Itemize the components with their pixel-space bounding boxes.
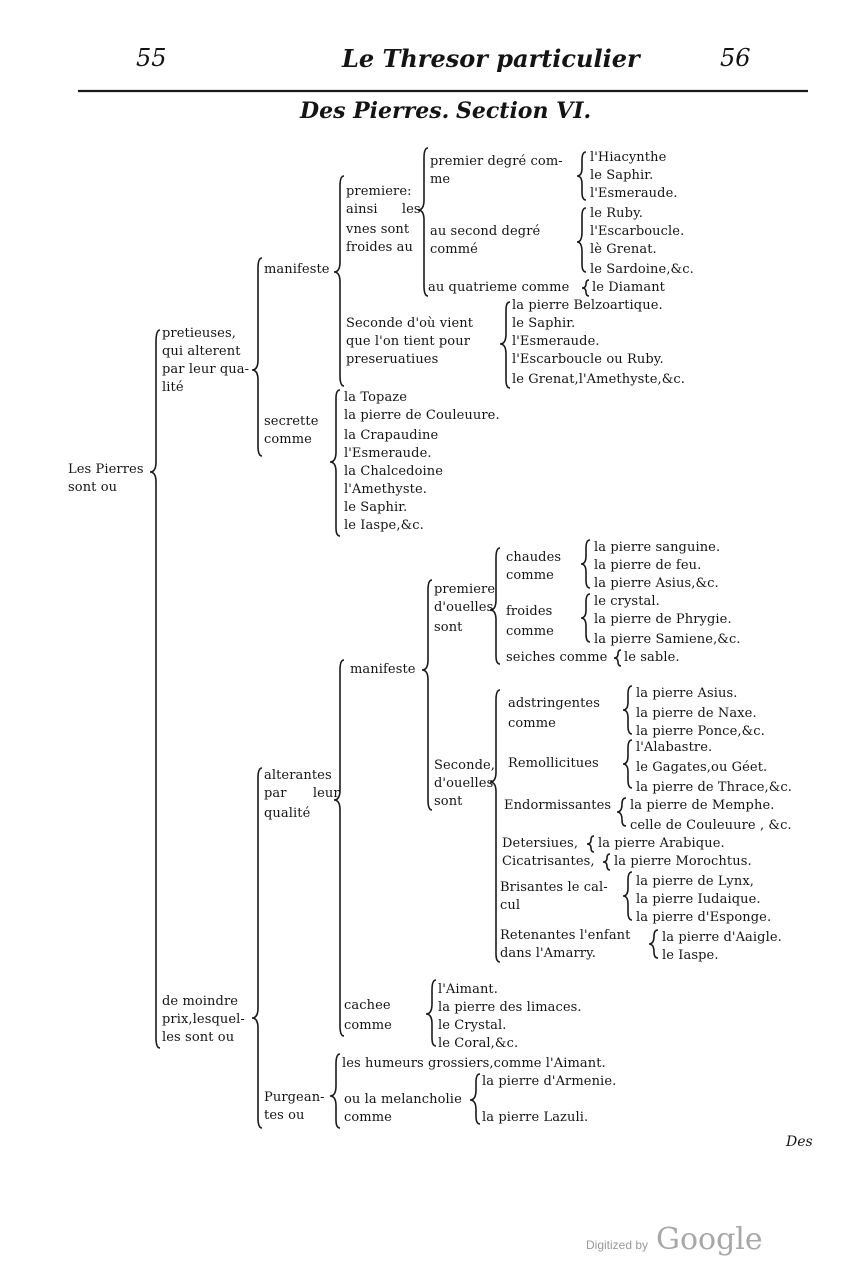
secrette-item-3: la Crapaudine (344, 428, 439, 443)
adstringentes-item-1: la pierre Asius. (636, 686, 738, 701)
seconde1-item-1: la pierre Belzoartique. (512, 298, 663, 313)
seiches-label: seiches comme (506, 650, 608, 665)
seconde1-line-2: que l'on tient pour (346, 334, 471, 349)
brisantes-item-2: la pierre Iudaique. (636, 892, 761, 907)
cachee-line-1: cachee (344, 998, 391, 1013)
melancholie-line-2: comme (344, 1110, 392, 1125)
secrette-item-7: le Saphir. (344, 500, 408, 515)
retenantes-line-1: Retenantes l'enfant (500, 928, 631, 943)
brisantes-item-3: la pierre d'Esponge. (636, 910, 772, 925)
cachee-item-4: le Coral,&c. (438, 1036, 519, 1051)
remollicities-item-1: l'Alabastre. (636, 740, 713, 755)
catchword: Des (786, 1134, 813, 1150)
detersiues-item: la pierre Arabique. (598, 836, 725, 851)
seconde1-line-1: Seconde d'où vient (346, 316, 474, 331)
froides-line-2: comme (506, 624, 554, 639)
manifeste-1: manifeste (264, 262, 330, 277)
moindre-line-3: les sont ou (162, 1030, 235, 1045)
section-number: Section VI. (456, 98, 592, 124)
endormissantes-label: Endormissantes (504, 798, 612, 813)
root-label-2: sont ou (68, 480, 118, 495)
endormissantes-item-1: la pierre de Memphe. (630, 798, 775, 813)
precieuses-line-2: qui alterent (162, 344, 241, 359)
secrette-item-8: le Iaspe,&c. (344, 518, 424, 533)
remollicities-item-2: le Gagates,ou Géet. (636, 760, 768, 775)
premier-degre-line-2: me (430, 172, 451, 187)
secrette-item-2: la pierre de Couleuure. (344, 408, 500, 423)
seiches-item: le sable. (624, 650, 680, 665)
cachee-item-2: la pierre des limaces. (438, 1000, 582, 1015)
second-degre-item-3: lè Grenat. (590, 242, 657, 257)
seconde1-item-3: l'Esmeraude. (512, 334, 600, 349)
root-label-1: Les Pierres (68, 462, 144, 477)
seconde1-item-4: l'Escarboucle ou Ruby. (512, 352, 664, 367)
seconde2-line-1: Seconde, (434, 758, 496, 773)
adstringentes-item-3: la pierre Ponce,&c. (636, 724, 765, 739)
endormissantes-item-2: celle de Couleuure , &c. (630, 818, 792, 833)
page-number-left: 55 (136, 44, 167, 72)
seconde2-line-2: d'ouelles (434, 776, 494, 791)
alterantes-line-2: par leur (264, 786, 340, 801)
chaudes-line-2: comme (506, 568, 554, 583)
froides-item-1: le crystal. (594, 594, 660, 609)
melancholie-item-1: la pierre d'Armenie. (482, 1074, 617, 1089)
chaudes-item-3: la pierre Asius,&c. (594, 576, 719, 591)
purgeantes-line-2: tes ou (264, 1108, 305, 1123)
quatrieme-label: au quatrieme comme (428, 280, 570, 295)
manifeste-2: manifeste (350, 662, 416, 677)
brisantes-line-2: cul (500, 898, 521, 913)
premier-degre-item-1: l'Hiacynthe (590, 150, 667, 165)
froides-item-3: la pierre Samiene,&c. (594, 632, 741, 647)
retenantes-line-2: dans l'Amarry. (500, 946, 597, 961)
second-degre-item-1: le Ruby. (590, 206, 644, 221)
cachee-item-1: l'Aimant. (438, 982, 498, 997)
second-degre-item-4: le Sardoine,&c. (590, 262, 694, 277)
retenantes-item-1: la pierre d'Aaigle. (662, 930, 782, 945)
secrette-item-4: l'Esmeraude. (344, 446, 432, 461)
second-degre-item-2: l'Escarboucle. (590, 224, 685, 239)
chaudes-line-1: chaudes (506, 550, 562, 565)
alterantes-line-1: alterantes (264, 768, 332, 783)
secrette-item-6: l'Amethyste. (344, 482, 428, 497)
melancholie-item-2: la pierre Lazuli. (482, 1110, 589, 1125)
watermark-brand: Google (656, 1222, 763, 1257)
second-degre-line-2: commé (430, 242, 478, 257)
premiere1-line-1: premiere: (346, 184, 412, 199)
precieuses-line-1: pretieuses, (162, 326, 236, 341)
seconde1-item-2: le Saphir. (512, 316, 576, 331)
moindre-line-1: de moindre (162, 994, 239, 1009)
watermark-prefix: Digitized by (586, 1238, 649, 1252)
premiere2-line-2: d'ouelles (434, 600, 494, 615)
secrette-line-1: secrette (264, 414, 319, 429)
secrette-item-5: la Chalcedoine (344, 464, 444, 479)
melancholie-line-1: ou la melancholie (344, 1092, 462, 1107)
section-title: Des Pierres. (300, 98, 450, 124)
precieuses-line-3: par leur qua- (162, 362, 250, 377)
premiere2-line-3: sont (434, 620, 463, 635)
secrette-line-2: comme (264, 432, 312, 447)
adstringentes-line-2: comme (508, 716, 556, 731)
cachee-line-2: comme (344, 1018, 392, 1033)
premiere1-line-3: vnes sont (346, 222, 410, 237)
chaudes-item-2: la pierre de feu. (594, 558, 702, 573)
moindre-line-2: prix,lesquel- (162, 1012, 245, 1027)
froides-item-2: la pierre de Phrygie. (594, 612, 732, 627)
humeurs-line: les humeurs grossiers,comme l'Aimant. (342, 1056, 606, 1071)
secrette-item-1: la Topaze (344, 390, 408, 405)
precieuses-line-4: lité (162, 380, 184, 395)
detersiues-label: Detersiues, (502, 836, 579, 851)
premiere1-line-2: ainsi les (346, 202, 421, 217)
second-degre-line-1: au second degré (430, 224, 541, 239)
premier-degre-line-1: premier degré com- (430, 154, 563, 169)
seconde1-line-3: preseruatiues (346, 352, 439, 367)
premier-degre-item-3: l'Esmeraude. (590, 186, 678, 201)
retenantes-item-2: le Iaspe. (662, 948, 719, 963)
premiere1-line-4: froides au (346, 240, 413, 255)
page-number-right: 56 (720, 44, 751, 72)
running-title: Le Thresor particulier (342, 44, 640, 73)
adstringentes-line-1: adstringentes (508, 696, 600, 711)
remollicities-label: Remollicitues (508, 756, 599, 771)
brisantes-item-1: la pierre de Lynx, (636, 874, 755, 889)
chaudes-item-1: la pierre sanguine. (594, 540, 721, 555)
cachee-item-3: le Crystal. (438, 1018, 507, 1033)
cicatrisantes-label: Cicatrisantes, (502, 854, 595, 869)
alterantes-line-3: qualité (264, 806, 311, 821)
adstringentes-item-2: la pierre de Naxe. (636, 706, 757, 721)
remollicities-item-3: la pierre de Thrace,&c. (636, 780, 793, 795)
premiere2-line-1: premiere (434, 582, 496, 597)
purgeantes-line-1: Purgean- (264, 1090, 325, 1105)
froides-line-1: froides (506, 604, 553, 619)
seconde2-line-3: sont (434, 794, 463, 809)
quatrieme-item: le Diamant (592, 280, 665, 295)
cicatrisantes-item: la pierre Morochtus. (614, 854, 752, 869)
premier-degre-item-2: le Saphir. (590, 168, 654, 183)
seconde1-item-5: le Grenat,l'Amethyste,&c. (512, 372, 686, 387)
brisantes-line-1: Brisantes le cal- (500, 880, 608, 895)
